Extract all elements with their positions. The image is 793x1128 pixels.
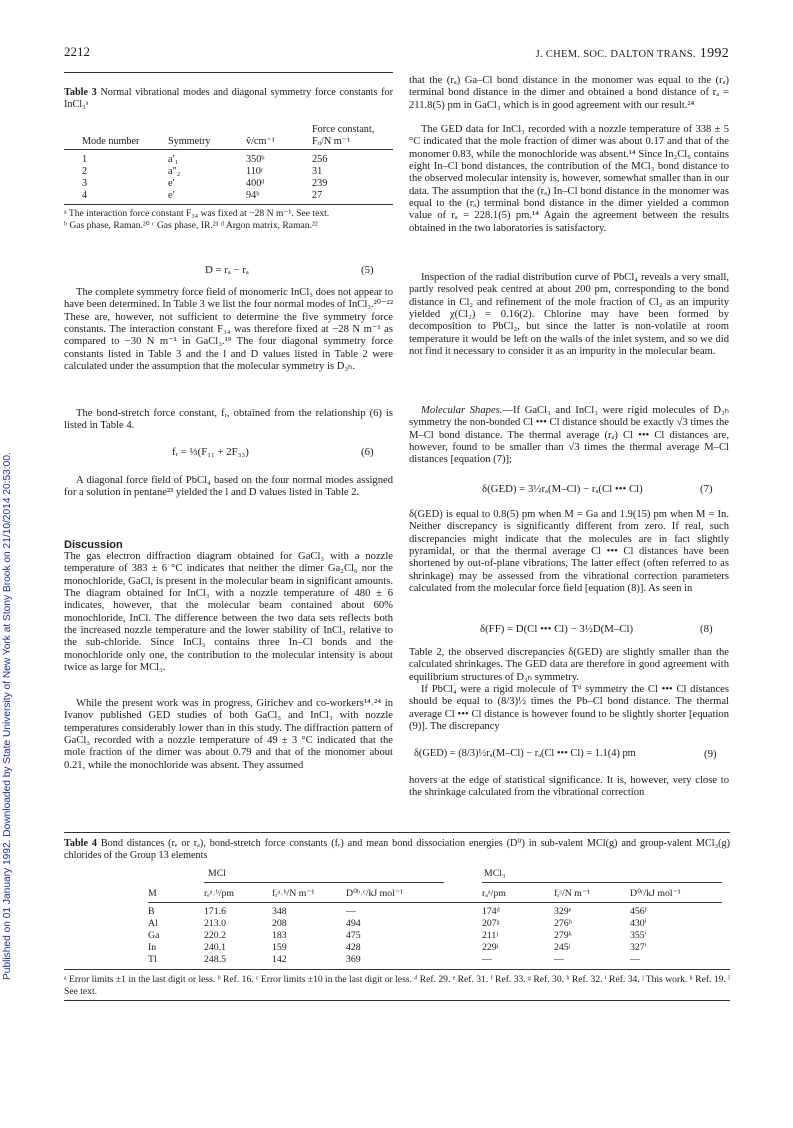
t3-header-freq: ṽ/cm⁻¹ [246,136,275,147]
t4-cell: Tl [148,954,157,965]
header-rule-left [64,72,393,73]
t4-cell: 159 [272,942,287,953]
t4-cell: 456ᶠ [630,906,647,917]
paragraph-discussion: The gas electron diffraction diagram obtained for GaCl₃ with a nozzle temperature of 383 ± 6 °C indicates that neither the dimer Ga₂Cl₆ nor the monochloride, GaCl, is present in the molecular beam in significant amounts. The diagram obtained for InCl₃ with a nozzle temperature of 480 ± 6 indicates, however, that the molecular beam contained about 60% monochloride, InCl. The difference between the two data sets reflects both the increased nozzle temperature and the lower stability of InCl₃ relative to the sub-chloride. Since InCl₃ contains three In–Cl bonds and the monochloride only one, the contribution to the molecular intensity is about twice as large for MCl₃. [64,551,393,674]
t4-cell: 208 [272,918,287,929]
table4-top-rule [64,832,730,833]
paragraph-radial: Inspection of the radial distribution curve of PbCl₄ reveals a very small, partly resolved peak centred at about 200 pm, corresponding to the bond distance in Cl₂ and refinement of the mole fraction of Cl₂ as an impurity yielded χ(Cl₂) = 0.16(2). Chlorine may have been formed by decomposition to PbCl₂, but since the latter is non-volatile at room temperature it would be left on the walls of the inlet system, and so we did not find it necessary to consider it as an impurity in the molecular beam. [409,272,729,358]
t4-bottom-rule [64,969,730,970]
t4-cell: 276ʰ [554,918,572,929]
t4-cell: 229ʲ [482,942,499,953]
t3-cell: 3 [82,178,88,189]
discussion-heading: Discussion [64,539,123,551]
t3-cell: 27 [312,190,323,201]
t3-header-sym: Symmetry [168,136,211,147]
table3-label: Table 3 [64,87,97,98]
t4-cell: Al [148,918,158,929]
t3-cell: 350ᵇ [246,154,265,165]
t4-header: M [148,888,157,899]
t4-cell: 355ⁱ [630,930,647,941]
equation-5-number: (5) [361,264,374,276]
table4-caption-text: Bond distances (rₑ or rₐ), bond-stretch force constants (fᵣ) and mean bond dissociation energies (D⁰) in sub-valent MCl(g) and group-valent MCl₃(g) chlorides of the Group 13 elements [64,838,731,861]
t4-cell: — [630,954,640,965]
paragraph-molecular-shapes [409,405,729,467]
t4-group-rule-1 [204,882,444,883]
t4-cell: 428 [346,942,361,953]
equation-8-number: (8) [700,623,713,635]
molecular-shapes-text: —If GaCl₃ and InCl₃ were rigid molecules of D₃ₕ symmetry the non-bonded Cl ••• Cl distance should be exactly √3 times the M–Cl bond distance. The thermal average (rₐ) Cl ••• Cl distances are, however, found to be smaller than √3 times the thermal average M–Cl distances [equation (7)]; [409,405,729,466]
table3-footnotes [64,208,393,231]
t3-cell: 239 [312,178,328,189]
t3-header-fc: Force constant, [312,124,375,135]
t3-bottom-rule [64,204,393,205]
paragraph-girichev: While the present work was in progress, Girichev and co-workers¹⁴˒²⁴ in Ivanov published GED studies of both GaCl₃ and InCl₃ with nozzle temperatures considerably lower than in this study. The diffraction pattern of GaCl₃ recorded with a nozzle temperature of 49 ± 3 °C indicated that the mole fraction of the dimer was about 0.79 and that of the monomer about 0.21, while the monochloride was absent. They assumed [64,698,393,771]
t4-cell: 430ⁱ [630,918,647,929]
t4-cell: 369 [346,954,361,965]
t4-cell: 174ᵈ [482,906,500,917]
equation-6-number: (6) [361,446,374,458]
t4-header: fᵣᵃ˒ᵇ/N m⁻¹ [272,888,315,899]
equation-8: δ(FF) = D(Cl ••• Cl) − 3½D(M–Cl) [480,623,634,635]
t4-cell: 220.2 [204,930,227,941]
journal-year: 1992 [699,46,729,61]
paragraph-shrinkage: Table 2, the observed discrepancies δ(GED) are slightly smaller than the calculated shrinkages. The GED data are therefore in good agreement with equilibrium structures of D₃ₕ symmetry. [409,647,729,683]
t3-cell: 94ᵇ [246,190,260,201]
t4-cell: 183 [272,930,287,941]
t4-group-rule-2 [482,882,722,883]
equation-6: fᵣ = ⅓(F₁₁ + 2F₃₃) [172,446,249,458]
t3-footnote-a: ᵃ The interaction force constant F₃₄ was fixed at −28 N m⁻¹. See text. [64,208,330,219]
t3-cell: 110ᶜ [246,166,264,177]
t3-header-mode: Mode number [82,136,140,147]
journal-name: J. CHEM. SOC. DALTON TRANS. [535,49,696,60]
equation-9: δ(GED) = (8/3)½rₐ(M–Cl) − rₐ(Cl ••• Cl) = 1.1(4) pm [414,748,636,759]
t4-cell: 207ᵍ [482,918,500,929]
paragraph-pbcl4-rigid: If PbCl₄ were a rigid molecule of Tᵈ symmetry the Cl ••• Cl distances should be equal to (8/3)½ times the Pb–Cl bond distance. The thermal average Cl ••• Cl distance is however found to be slightly shorter [equation (9)]. The discrepancy [409,684,729,733]
t4-header: rₑᵃ˒ᵇ/pm [204,888,234,899]
t4-footnote: ᵃ Error limits ±1 in the last digit or less. ᵇ Ref. 16. ᶜ Error limits ±10 in the last digit or less. ᵈ Ref. 29. ᵉ Ref. 31. ᶠ Ref. 33. ᵍ Ref. 30. ʰ Ref. 32. ⁱ Ref. 34. ʲ This work. ᵏ Ref. 19. ˡ See text. [64,974,730,997]
t4-cell: 171.6 [204,906,227,917]
paragraph-pbcl4: A diagonal force field of PbCl₄ based on the four normal modes assigned for a solution in pentane²³ yielded the l and D values listed in Table 2. [64,475,393,499]
molecular-shapes-heading: Molecular Shapes. [421,405,503,416]
t4-cell: — [346,906,356,917]
t4-cell: 245ʲ [554,942,571,953]
t3-cell: 2 [82,166,88,177]
paragraph-hovers: hovers at the edge of statistical significance. It is, however, very close to the shrinkage calculated from the vibrational correction [409,775,729,799]
download-notice: Published on 01 January 1992. Downloaded by State University of New York at Stony Brook on 21/10/2014 20:53:00. [2,452,13,980]
t4-cell: 348 [272,906,287,917]
t4-cell: 240.1 [204,942,227,953]
table4-label: Table 4 [64,838,97,849]
download-watermark [2,180,16,980]
t4-header: rₐᵃ/pm [482,888,506,899]
t4-cell: 213.0 [204,918,227,929]
t4-cell: B [148,906,155,917]
t3-cell: a′₁ [168,154,179,165]
equation-7: δ(GED) = 3½rₐ(M–Cl) − rₐ(Cl ••• Cl) [482,483,643,495]
t3-cell: e′ [168,190,175,201]
paragraph-force-field: The complete symmetry force field of monomeric InCl₃ does not appear to have been determined. In Table 3 we list the four normal modes of InCl₃.²⁰⁻²² These are, however, not sufficient to determine the five symmetry force constants. The interaction constant F₃₄ was therefore fixed at −28 N m⁻¹ as compared to −30 N m⁻¹ in GaCl₃.¹⁹ The four diagonal symmetry force constants listed in Table 3 and the l and D values listed in Table 2 were calculated under the assumption that the molecular symmetry is D₃ₕ. [64,287,393,373]
t4-group-mcl: MCl [208,868,226,879]
t4-cell: 248.5 [204,954,227,965]
t4-cell: — [554,954,564,965]
equation-9-number: (9) [704,748,717,760]
t4-header: D⁰ᶜ/kJ mol⁻¹ [630,888,681,899]
t4-cell: 279ᵏ [554,930,572,941]
t4-cell: 142 [272,954,287,965]
t4-cell: 475 [346,930,361,941]
t3-cell: 256 [312,154,328,165]
t4-header-rule [148,902,722,903]
t3-header-fii: Fᵢᵢ/N m⁻¹ [312,136,351,147]
t3-cell: a″₂ [168,166,181,177]
t4-cell: — [482,954,492,965]
paragraph-incl3-ged: The GED data for InCl₃ recorded with a nozzle temperature of 338 ± 5 °C indicated that the mole fraction of dimer was about 0.17 and that of the monomer 0.83, while the monochloride was absent.¹⁴ Since In₂Cl₆ contains eight In–Cl bond distances, the contribution of the MCl₃ bond distance to the observed molecular intensity is, however, somewhat smaller than in our data. The assumption that the (rₐ) In–Cl bond distance in the monomer was equal to the (rₐ) terminal bond distance in the dimer yielded a common value of rₐ = 228.1(5) pm.¹⁴ Again the agreement between the results obtained in the two laboratories is satisfactory. [409,124,729,234]
t4-header: D⁰ᵇ˒ᶜ/kJ mol⁻¹ [346,888,404,899]
page-bottom-rule [64,1000,730,1001]
t4-group-mcl3: MCl₃ [484,868,506,879]
paragraph-ga-cl: that the (rₐ) Ga–Cl bond distance in the monomer was equal to the (rₐ) terminal bond distance in the dimer and obtained a bond distance of rₐ = 211.8(5) pm in GaCl₃ which is in good agreement with our result.²⁴ [409,75,729,111]
t3-footnote-b: ᵇ Gas phase, Raman.²⁰ ᶜ Gas phase, IR.²¹ ᵈ Argon matrix, Raman.²² [64,219,318,231]
t4-cell: In [148,942,157,953]
t3-rule [64,149,393,150]
journal-header [536,46,729,62]
table4-caption [64,838,730,862]
page-number: 2212 [64,44,90,59]
t4-cell: 327ⁱ [630,942,647,953]
equation-5: D = rₐ − rₐ [205,264,249,276]
t3-cell: e′ [168,178,175,189]
table3-caption-text: Normal vibrational modes and diagonal symmetry force constants for InCl₃ᵃ [64,87,393,110]
t4-cell: 211ʲ [482,930,498,941]
t3-cell: 31 [312,166,323,177]
t4-header: fᵣᶜ/N m⁻¹ [554,888,590,899]
t4-cell: 329ᵉ [554,906,572,917]
t3-cell: 1 [82,154,88,165]
t4-cell: Ga [148,930,160,941]
paragraph-delta-ged: δ(GED) is equal to 0.8(5) pm when M = Ga and 1.9(15) pm when M = In. Neither discrepancy is significantly different from zero. If real, such discrepancies might indicate that the molecules are in fact slightly pyramidal, or that the thermal average Cl ••• Cl distances have been shortened by out-of-plane vibrations, The latter effect (often referred to as shrinkage) may be assessed from the vibrational correction parameters calculated from the molecular force field [equation (8)]. As seen in [409,509,729,595]
table3-caption [64,87,393,111]
paragraph-bond-stretch: The bond-stretch force constant, fᵣ, obtained from the relationship (6) is listed in Table 4. [64,408,393,432]
t3-cell: 4 [82,190,88,201]
t4-cell: 494 [346,918,361,929]
equation-7-number: (7) [700,483,713,495]
t3-cell: 400ᵈ [246,178,265,189]
